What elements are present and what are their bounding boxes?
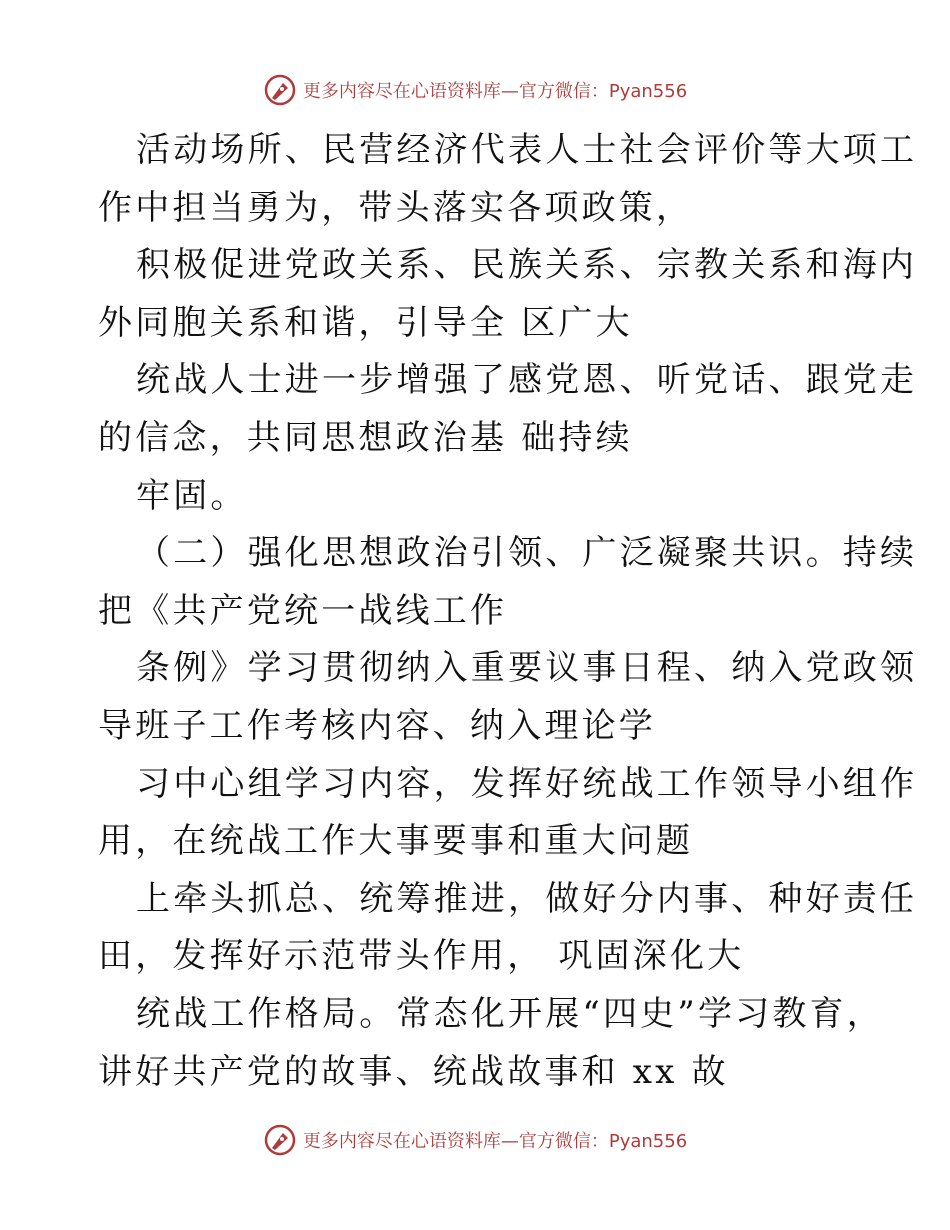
text-line: 外同胞关系和谐，引导全 区广大 [98,302,633,343]
text-line: 讲好共产党的故事、统战故事和 xx 故 [98,1051,729,1092]
text-line: 活动场所、民营经济代表人士社会评价等大项工 [136,130,918,170]
text-line: 牢固。 [136,475,248,516]
watermark-banner-bottom [0,1120,950,1160]
text-line: 用，在统战工作大事要事和重大问题 [98,821,694,862]
text-line: 作中担当勇为，带头落实各项政策， [98,187,694,228]
watermark-text: 更多内容尽在心语资料库—官方微信：Pyan556 [302,1131,688,1152]
document-body [98,122,918,1101]
pen-nib-logo-icon [263,1123,297,1157]
text-line: 统战人士进一步增强了感党恩、听党话、跟党走 [136,360,918,401]
text-line: 上牵头抓总、统筹推进，做好分内事、种好责任 [136,878,918,919]
text-line: 统战工作格局。常态化开展“四史”学习教育， [136,993,884,1034]
text-line: 习中心组学习内容，发挥好统战工作领导小组作 [136,763,918,804]
text-line: 田，发挥好示范带头作用， 巩固深化大 [98,936,745,977]
pen-nib-logo-icon [263,73,297,107]
text-line: 条例》学习贯彻纳入重要议事日程、纳入党政领 [136,648,918,689]
watermark-text: 更多内容尽在心语资料库—官方微信：Pyan556 [302,81,688,102]
text-line: 导班子工作考核内容、纳入理论学 [98,705,656,746]
text-line: （二）强化思想政治引领、广泛凝聚共识。持续 [136,533,918,574]
watermark-banner-top [0,70,950,110]
text-line: 的信念，共同思想政治基 础持续 [98,417,633,458]
text-line: 积极促进党政关系、民族关系、宗教关系和海内 [136,245,918,286]
text-line: 把《共产党统一战线工作 [98,590,508,631]
